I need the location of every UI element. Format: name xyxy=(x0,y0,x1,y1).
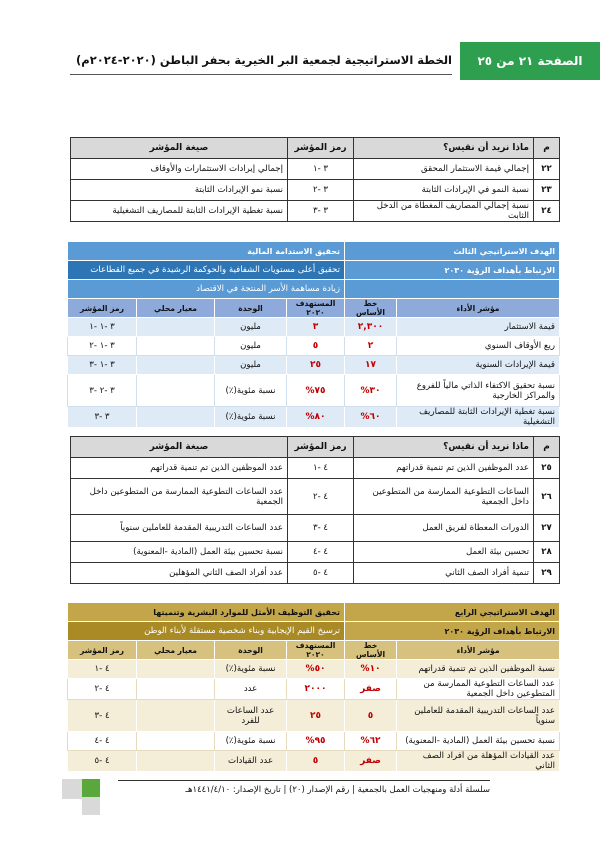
measures-table-goal3 xyxy=(70,137,560,222)
col-num: م xyxy=(534,138,560,159)
table-row: عدد الساعات التدريبية المقدمة للعاملين سنوياً ٥ ٢٥ عدد الساعات للفرد ٤ -٣ xyxy=(68,700,560,732)
goal-value: تحقيق التوظيف الأمثل للموارد البشرية وتنميتها xyxy=(68,603,345,622)
table-row: ٢٣ نسبة النمو في الإيرادات الثابتة ٣ -٢ نسبة نمو الإيرادات الثابتة xyxy=(71,180,560,201)
footer-decor-square-green xyxy=(82,779,100,797)
document-title: الخطة الاستراتيجية لجمعية البر الخيرية بحفر الباطن (٢٠٢٠-٢٠٢٤م) xyxy=(76,53,452,67)
vision-line-2: زيادة مساهمة الأسر المنتجة في الاقتصاد xyxy=(68,280,345,299)
goal3-indicators-table xyxy=(67,241,560,428)
table-row: ريع الأوقاف السنوي ٢ ٥ مليون ٣ -١ -٢ xyxy=(68,337,560,356)
vision-row xyxy=(68,622,560,641)
header-underline xyxy=(70,74,452,75)
footer-text: سلسلة أدلة ومنهجيات العمل بالجمعية | رقم الإصدار (٢٠) | تاريخ الإصدار: ١٤٤١/٤/١٠هـ xyxy=(185,785,490,795)
column-header-row: مؤشر الأداء خط الأساس المستهدف ٢٠٢٠ الوحدة معيار محلي رمز المؤشر xyxy=(68,299,560,318)
goal-label: الهدف الاستراتيجي الثالث xyxy=(345,242,560,261)
vision-row-2 xyxy=(68,280,560,299)
table-row: ٢٢ إجمالي قيمة الاستثمار المحقق ٣ -١ إجمالي إيرادات الاستثمارات والأوقاف xyxy=(71,159,560,180)
vision-label: الارتباط بأهداف الرؤية ٢٠٣٠ xyxy=(345,261,560,280)
footer-decor-square-gray-2 xyxy=(82,797,100,815)
page-header xyxy=(70,42,600,82)
page-number-badge: الصفحة ٢١ من ٢٥ xyxy=(460,42,600,80)
goal-label: الهدف الاستراتيجي الرابع xyxy=(345,603,560,622)
table-row: قيمة الإيرادات السنوية ١٧ ٢٥ مليون ٣ -١ -٣ xyxy=(68,356,560,375)
col-code: رمز المؤشر xyxy=(288,437,354,458)
table-row: ٢٤ نسبة إجمالي المصاريف المغطاة من الدخل الثابت ٣ -٣ نسبة تغطية الإيرادات الثابتة للمصاريف التشغيلية xyxy=(71,201,560,222)
table-row: نسبة تحسين بيئة العمل (المادية -المعنوية) ٦٢% ٩٥% نسبة مئوية(٪) ٤ -٤ xyxy=(68,732,560,751)
table-row: قيمة الاستثمار ٢,٣٠٠ ٣ مليون ٣ -١ -١ xyxy=(68,318,560,337)
table-header-row xyxy=(71,437,560,458)
table-row: ٢٦ الساعات التطوعية الممارسة من المتطوعين داخل الجمعية ٤ -٢ عدد الساعات التطوعية الممارسة من المتطوعين داخل الجمعية xyxy=(71,479,560,515)
goal4-indicators-table xyxy=(67,602,560,772)
col-formula: صيغة المؤشر xyxy=(71,138,288,159)
col-formula: صيغة المؤشر xyxy=(71,437,288,458)
measures-table-goal4 xyxy=(70,436,560,584)
col-code: رمز المؤشر xyxy=(288,138,354,159)
table-row: ٢٥ عدد الموظفين الذين تم تنمية قدراتهم ٤ -١ عدد الموظفين الذين تم تنمية قدراتهم xyxy=(71,458,560,479)
goal-value: تحقيق الاستدامة المالية xyxy=(68,242,345,261)
col-what: ماذا نريد أن نقيس؟ xyxy=(354,437,534,458)
goal-row xyxy=(68,242,560,261)
table-row: نسبة تحقيق الاكتفاء الذاتي مالياً للفروع والمراكز الخارجية ٣٠% ٧٥% نسبة مئوية(٪) ٣ -٢ -٣ xyxy=(68,375,560,407)
table-row: نسبة تغطية الإيرادات الثابتة للمصاريف التشغيلية ٦٠% ٨٠% نسبة مئوية(٪) ٣ -٣ xyxy=(68,407,560,428)
goal-row xyxy=(68,603,560,622)
table-row: عدد الساعات التطوعية الممارسة من المتطوعين داخل الجمعية صفر ٢٠٠٠ عدد ٤ -٢ xyxy=(68,679,560,700)
table-row: ٢٩ تنمية أفراد الصف الثاني ٤ -٥ عدد أفراد الصف الثاني المؤهلين xyxy=(71,563,560,584)
column-header-row: مؤشر الأداء خط الأساس المستهدف ٢٠٢٠ الوحدة معيار محلي رمز المؤشر xyxy=(68,641,560,660)
vision-line-1: ترسيخ القيم الإيجابية وبناء شخصية مستقلة لأبناء الوطن xyxy=(68,622,345,641)
vision-row xyxy=(68,261,560,280)
table-row: ٢٨ تحسين بيئة العمل ٤ -٤ نسبة تحسين بيئة العمل (المادية -المعنوية) xyxy=(71,542,560,563)
vision-label: الارتباط بأهداف الرؤية ٢٠٣٠ xyxy=(345,622,560,641)
table-header-row xyxy=(71,138,560,159)
table-row: نسبة الموظفين الذين تم تنمية قدراتهم ١٠% ٥٠% نسبة مئوية(٪) ٤ -١ xyxy=(68,660,560,679)
col-what: ماذا نريد أن نقيس؟ xyxy=(354,138,534,159)
footer-divider xyxy=(118,780,490,781)
col-num: م xyxy=(534,437,560,458)
table-row: ٢٧ الدورات المعطاة لفريق العمل ٤ -٣ عدد الساعات التدريبية المقدمة للعاملين سنوياً xyxy=(71,515,560,542)
vision-line-1: تحقيق أعلى مستويات الشفافية والحوكمة الرشيدة في جميع القطاعات xyxy=(68,261,345,280)
footer-decor-square-gray xyxy=(62,779,82,799)
table-row: عدد القيادات المؤهلة من أفراد الصف الثاني صفر ٥ عدد القيادات ٤ -٥ xyxy=(68,751,560,772)
